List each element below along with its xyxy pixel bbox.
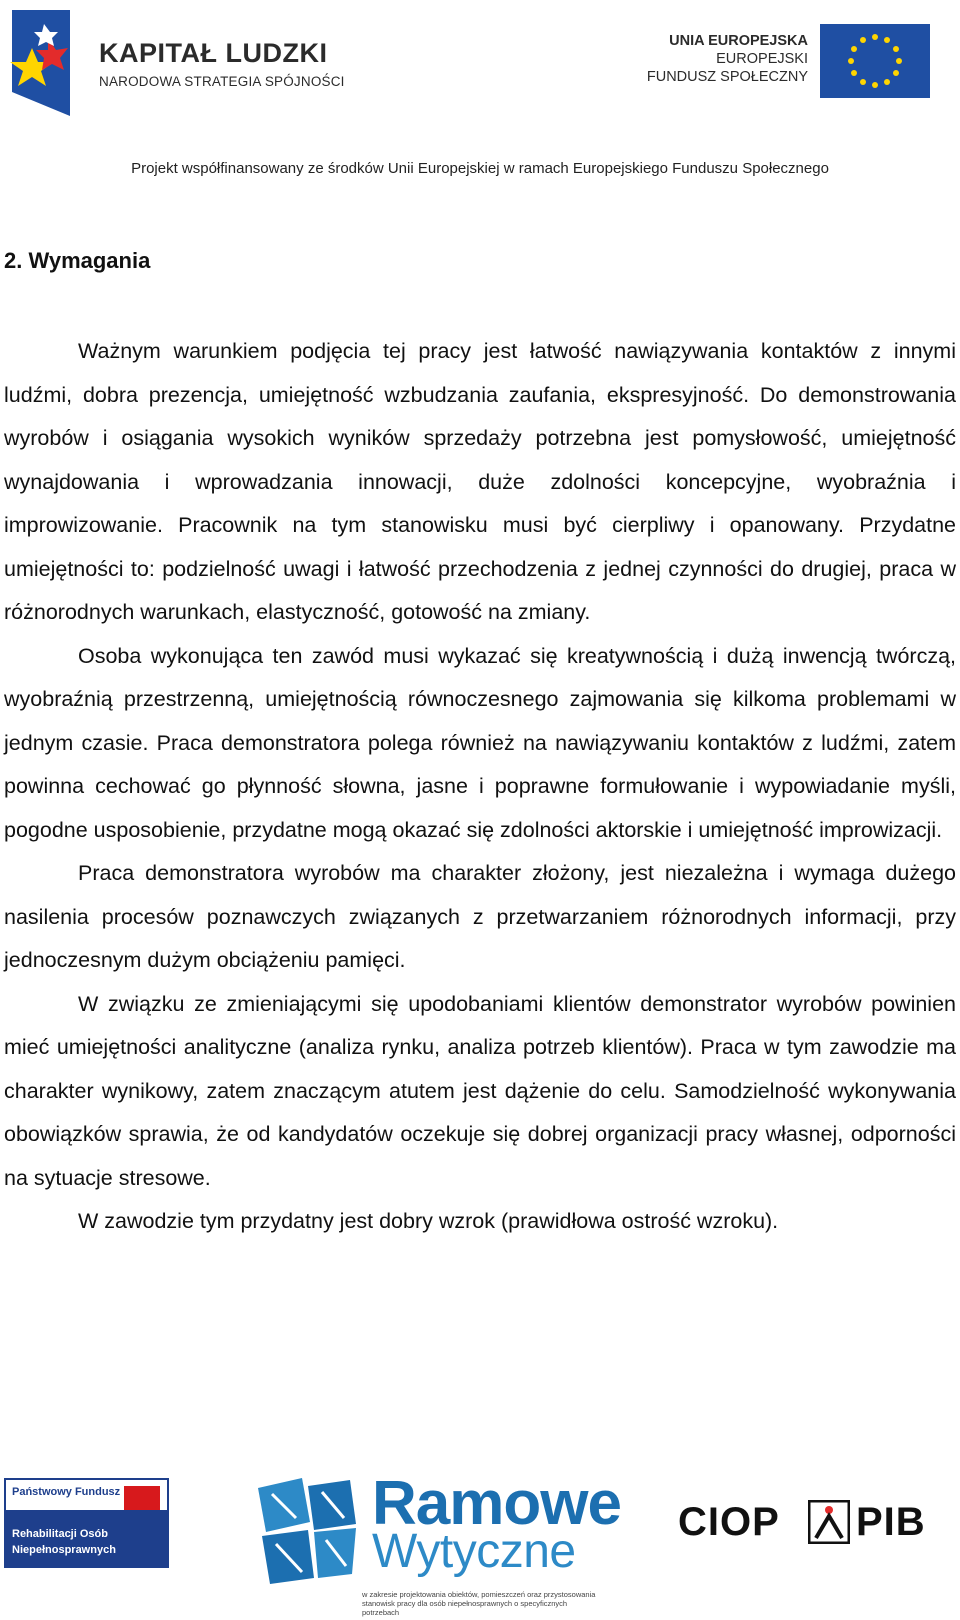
- ramowe-title: Ramowe: [372, 1469, 621, 1538]
- paragraph: W zawodzie tym przydatny jest dobry wzrok (prawidłowa ostrość wzroku).: [78, 1209, 779, 1233]
- paragraph: Praca demonstratora wyrobów ma charakter złożony, jest niezależna i wymaga dużego nasilenia procesów poznawczych związanych z przetwarzaniem różnorodnych informacji, przy jednoczesnym dużym obciążeniu pamięci.: [4, 861, 956, 972]
- section-heading: 2. Wymagania: [4, 248, 151, 273]
- kapital-ludzki-title: KAPITAŁ LUDZKI: [99, 38, 328, 68]
- kapital-ludzki-subtitle: NARODOWA STRATEGIA SPÓJNOŚCI: [99, 74, 345, 89]
- eu-logo-line: UNIA EUROPEJSKA: [669, 33, 808, 49]
- pfron-logo-line: Niepełnosprawnych: [12, 1544, 116, 1556]
- ciop-text: CIOP: [678, 1500, 780, 1544]
- pfron-logo: [4, 1478, 169, 1568]
- pib-text: PIB: [856, 1500, 926, 1544]
- paragraph: Ważnym warunkiem podjęcia tej pracy jest łatwość nawiązywania kontaktów z innymi ludźmi, dobra prezencja, umiejętność wzbudzania zaufania, ekspresyjność. Do demonstrowania wyrobów i osiągania wysokich wyników sprzedaży potrzebna jest pomysłowość, umiejętność wynajdowania i wprowadzania innowacji, duże zdolności koncepcyjne, wyobraźnia i improwizowanie. Pracownik na tym stanowisku musi być cierpliwy i opanowany. Przydatne umiejętności to: podzielność uwagi i łatwość przechodzenia z jednej czynności do drugiej, praca w różnorodnych warunkach, elastyczność, gotowość na zmiany.: [4, 339, 956, 624]
- ramowe-note: w zakresie projektowania obiektów, pomieszczeń oraz przystosowania stanowisk pracy dla osób niepełnosprawnych o specyficznych potrzebach: [362, 1590, 596, 1617]
- pfron-logo-line: Rehabilitacji Osób: [12, 1528, 108, 1540]
- kapital-ludzki-star-icon: [4, 4, 74, 116]
- ramowe-grid-icon: [252, 1474, 362, 1586]
- eu-logo-text: [600, 32, 808, 86]
- ciop-figure-icon: [808, 1500, 850, 1544]
- paragraph: Osoba wykonująca ten zawód musi wykazać się kreatywnością i dużą inwencją twórczą, wyobraźnią przestrzenną, umiejętnością równoczesnego zajmowania się kilkoma problemami w jednym czasie. Praca demonstratora polega również na nawiązywaniu kontaktów z ludźmi, zatem powinna cechować go płynność słowna, jasne i poprawne formułowanie i wypowiadanie myśli, pogodne usposobienie, przydatne mogą okazać się zdolności aktorskie i umiejętność improwizacji.: [4, 643, 956, 842]
- pfron-logo-line: Państwowy Fundusz: [12, 1486, 121, 1498]
- section-content: [4, 330, 956, 1244]
- cofinancing-note: Projekt współfinansowany ze środków Unii Europejskiej w ramach Europejskiego Funduszu Społecznego: [131, 160, 829, 177]
- ramowe-subtitle: Wytyczne: [372, 1525, 576, 1578]
- eu-logo-line: EUROPEJSKI: [716, 51, 808, 67]
- paragraph: W związku ze zmieniającymi się upodobaniami klientów demonstrator wyrobów powinien mieć umiejętności analityczne (analiza rynku, analiza potrzeb klientów). Praca w tym zawodzie ma charakter wynikowy, zatem znaczącym atutem jest dążenie do celu. Samodzielność wykonywania obowiązków sprawia, że od kandydatów oczekuje się dobrej organizacji pracy własnej, odporności na sytuacje stresowe.: [4, 991, 956, 1190]
- pfron-red-block: [124, 1486, 160, 1510]
- eu-flag-icon: [820, 24, 930, 98]
- eu-logo-line: FUNDUSZ SPOŁECZNY: [646, 69, 808, 85]
